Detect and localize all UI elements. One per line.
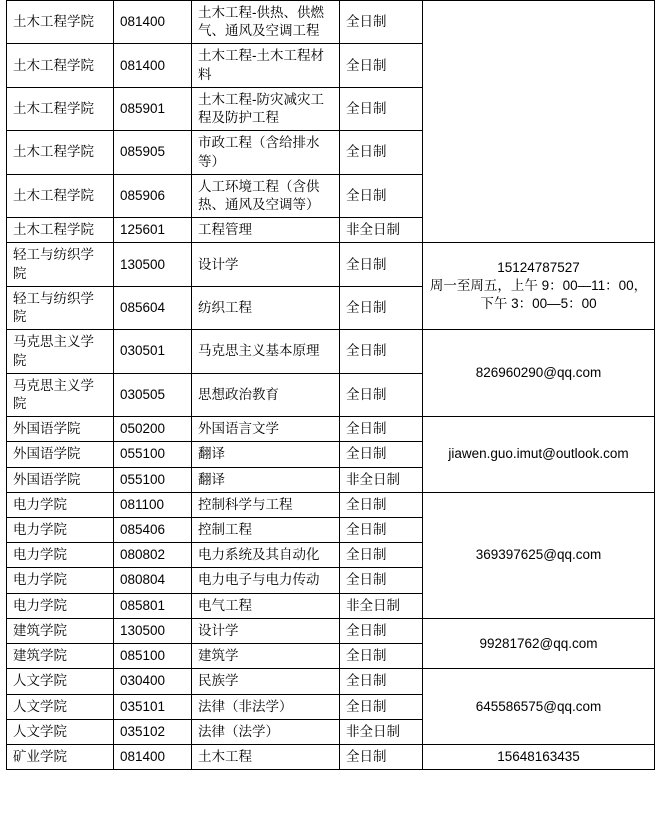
cell-study-mode: 全日制 xyxy=(340,568,423,593)
cell-college: 电力学院 xyxy=(7,593,114,618)
cell-college: 土木工程学院 xyxy=(7,44,114,87)
contact-line: jiawen.guo.imut@outlook.com xyxy=(448,446,629,462)
cell-major-code: 125601 xyxy=(114,218,192,243)
cell-college: 土木工程学院 xyxy=(7,174,114,217)
cell-contact xyxy=(423,618,655,668)
cell-college: 马克思主义学院 xyxy=(7,330,114,373)
cell-major-code: 085604 xyxy=(114,286,192,329)
cell-contact xyxy=(423,243,655,330)
cell-major-name: 马克思主义基本原理 xyxy=(192,330,340,373)
cell-study-mode: 全日制 xyxy=(340,131,423,174)
cell-major-code: 080804 xyxy=(114,568,192,593)
cell-college: 土木工程学院 xyxy=(7,218,114,243)
cell-college: 土木工程学院 xyxy=(7,1,114,44)
cell-major-name: 控制工程 xyxy=(192,518,340,543)
contact-line: 99281762@qq.com xyxy=(479,635,598,651)
cell-major-code: 080802 xyxy=(114,543,192,568)
cell-major-name: 翻译 xyxy=(192,442,340,467)
contact-line: 15648163435 xyxy=(497,749,580,764)
cell-major-code: 035101 xyxy=(114,694,192,719)
cell-college: 马克思主义学院 xyxy=(7,373,114,416)
cell-college: 外国语学院 xyxy=(7,467,114,492)
cell-major-name: 设计学 xyxy=(192,618,340,643)
cell-study-mode: 全日制 xyxy=(340,442,423,467)
cell-major-code: 130500 xyxy=(114,243,192,286)
cell-study-mode: 非全日制 xyxy=(340,719,423,744)
contact-line: 周一至周五，上午 9：00—11：00，下午 3：00—5：00 xyxy=(429,278,648,312)
cell-major-code: 085100 xyxy=(114,644,192,669)
cell-major-name: 电气工程 xyxy=(192,593,340,618)
cell-contact xyxy=(423,745,655,770)
admissions-major-table xyxy=(6,0,655,770)
cell-contact xyxy=(423,669,655,745)
table-body xyxy=(7,1,655,770)
cell-study-mode: 全日制 xyxy=(340,669,423,694)
contact-line: 645586575@qq.com xyxy=(475,698,602,714)
cell-study-mode: 全日制 xyxy=(340,518,423,543)
cell-major-name: 民族学 xyxy=(192,669,340,694)
cell-study-mode: 全日制 xyxy=(340,243,423,286)
cell-major-code: 081400 xyxy=(114,745,192,770)
cell-study-mode: 全日制 xyxy=(340,618,423,643)
cell-college: 人文学院 xyxy=(7,694,114,719)
cell-major-name: 电力电子与电力传动 xyxy=(192,568,340,593)
cell-major-name: 法律（非法学） xyxy=(192,694,340,719)
cell-major-name: 土木工程-供热、供燃气、通风及空调工程 xyxy=(192,1,340,44)
cell-college: 人文学院 xyxy=(7,669,114,694)
cell-study-mode: 全日制 xyxy=(340,87,423,130)
cell-major-name: 思想政治教育 xyxy=(192,373,340,416)
contact-line: 369397625@qq.com xyxy=(475,547,602,563)
cell-study-mode: 全日制 xyxy=(340,174,423,217)
cell-college: 土木工程学院 xyxy=(7,131,114,174)
cell-study-mode: 全日制 xyxy=(340,1,423,44)
cell-major-name: 建筑学 xyxy=(192,644,340,669)
cell-major-name: 土木工程-防灾减灾工程及防护工程 xyxy=(192,87,340,130)
cell-major-name: 翻译 xyxy=(192,467,340,492)
cell-major-code: 081400 xyxy=(114,1,192,44)
cell-major-code: 130500 xyxy=(114,618,192,643)
cell-major-code: 081100 xyxy=(114,492,192,517)
cell-college: 电力学院 xyxy=(7,543,114,568)
cell-study-mode: 全日制 xyxy=(340,330,423,373)
cell-study-mode: 全日制 xyxy=(340,492,423,517)
cell-college: 轻工与纺织学院 xyxy=(7,286,114,329)
cell-major-name: 土木工程 xyxy=(192,745,340,770)
cell-college: 建筑学院 xyxy=(7,644,114,669)
cell-college: 轻工与纺织学院 xyxy=(7,243,114,286)
cell-major-code: 035102 xyxy=(114,719,192,744)
cell-major-name: 人工环境工程（含供热、通风及空调等） xyxy=(192,174,340,217)
cell-college: 建筑学院 xyxy=(7,618,114,643)
table-row xyxy=(7,417,655,442)
cell-study-mode: 全日制 xyxy=(340,373,423,416)
cell-study-mode: 全日制 xyxy=(340,745,423,770)
cell-major-code: 085801 xyxy=(114,593,192,618)
cell-study-mode: 非全日制 xyxy=(340,218,423,243)
cell-major-code: 085406 xyxy=(114,518,192,543)
cell-study-mode: 全日制 xyxy=(340,417,423,442)
cell-major-code: 085906 xyxy=(114,174,192,217)
table-row xyxy=(7,745,655,770)
cell-major-code: 085905 xyxy=(114,131,192,174)
cell-college: 土木工程学院 xyxy=(7,87,114,130)
cell-major-code: 055100 xyxy=(114,442,192,467)
cell-major-name: 外国语言文学 xyxy=(192,417,340,442)
cell-contact xyxy=(423,330,655,417)
cell-study-mode: 非全日制 xyxy=(340,593,423,618)
cell-major-name: 法律（法学） xyxy=(192,719,340,744)
cell-major-code: 081400 xyxy=(114,44,192,87)
table-row xyxy=(7,492,655,517)
cell-major-name: 土木工程-土木工程材料 xyxy=(192,44,340,87)
cell-college: 外国语学院 xyxy=(7,417,114,442)
cell-major-code: 055100 xyxy=(114,467,192,492)
cell-college: 矿业学院 xyxy=(7,745,114,770)
cell-contact xyxy=(423,492,655,618)
cell-major-name: 控制科学与工程 xyxy=(192,492,340,517)
table-row xyxy=(7,243,655,286)
contact-line: 15124787527 xyxy=(497,260,580,276)
cell-study-mode: 全日制 xyxy=(340,286,423,329)
cell-major-code: 085901 xyxy=(114,87,192,130)
table-row xyxy=(7,330,655,373)
table-row xyxy=(7,618,655,643)
cell-major-name: 设计学 xyxy=(192,243,340,286)
table-row xyxy=(7,1,655,44)
cell-contact xyxy=(423,1,655,243)
cell-study-mode: 全日制 xyxy=(340,44,423,87)
cell-study-mode: 全日制 xyxy=(340,694,423,719)
cell-college: 电力学院 xyxy=(7,518,114,543)
table-row xyxy=(7,669,655,694)
cell-major-code: 030505 xyxy=(114,373,192,416)
cell-study-mode: 非全日制 xyxy=(340,467,423,492)
cell-college: 电力学院 xyxy=(7,568,114,593)
cell-major-name: 市政工程（含给排水等） xyxy=(192,131,340,174)
cell-study-mode: 全日制 xyxy=(340,644,423,669)
cell-contact xyxy=(423,417,655,493)
cell-major-code: 030400 xyxy=(114,669,192,694)
cell-major-code: 050200 xyxy=(114,417,192,442)
cell-major-name: 纺织工程 xyxy=(192,286,340,329)
cell-college: 外国语学院 xyxy=(7,442,114,467)
cell-major-code: 030501 xyxy=(114,330,192,373)
cell-college: 电力学院 xyxy=(7,492,114,517)
cell-study-mode: 全日制 xyxy=(340,543,423,568)
cell-major-name: 工程管理 xyxy=(192,218,340,243)
cell-major-name: 电力系统及其自动化 xyxy=(192,543,340,568)
contact-line: 826960290@qq.com xyxy=(475,365,602,381)
cell-college: 人文学院 xyxy=(7,719,114,744)
